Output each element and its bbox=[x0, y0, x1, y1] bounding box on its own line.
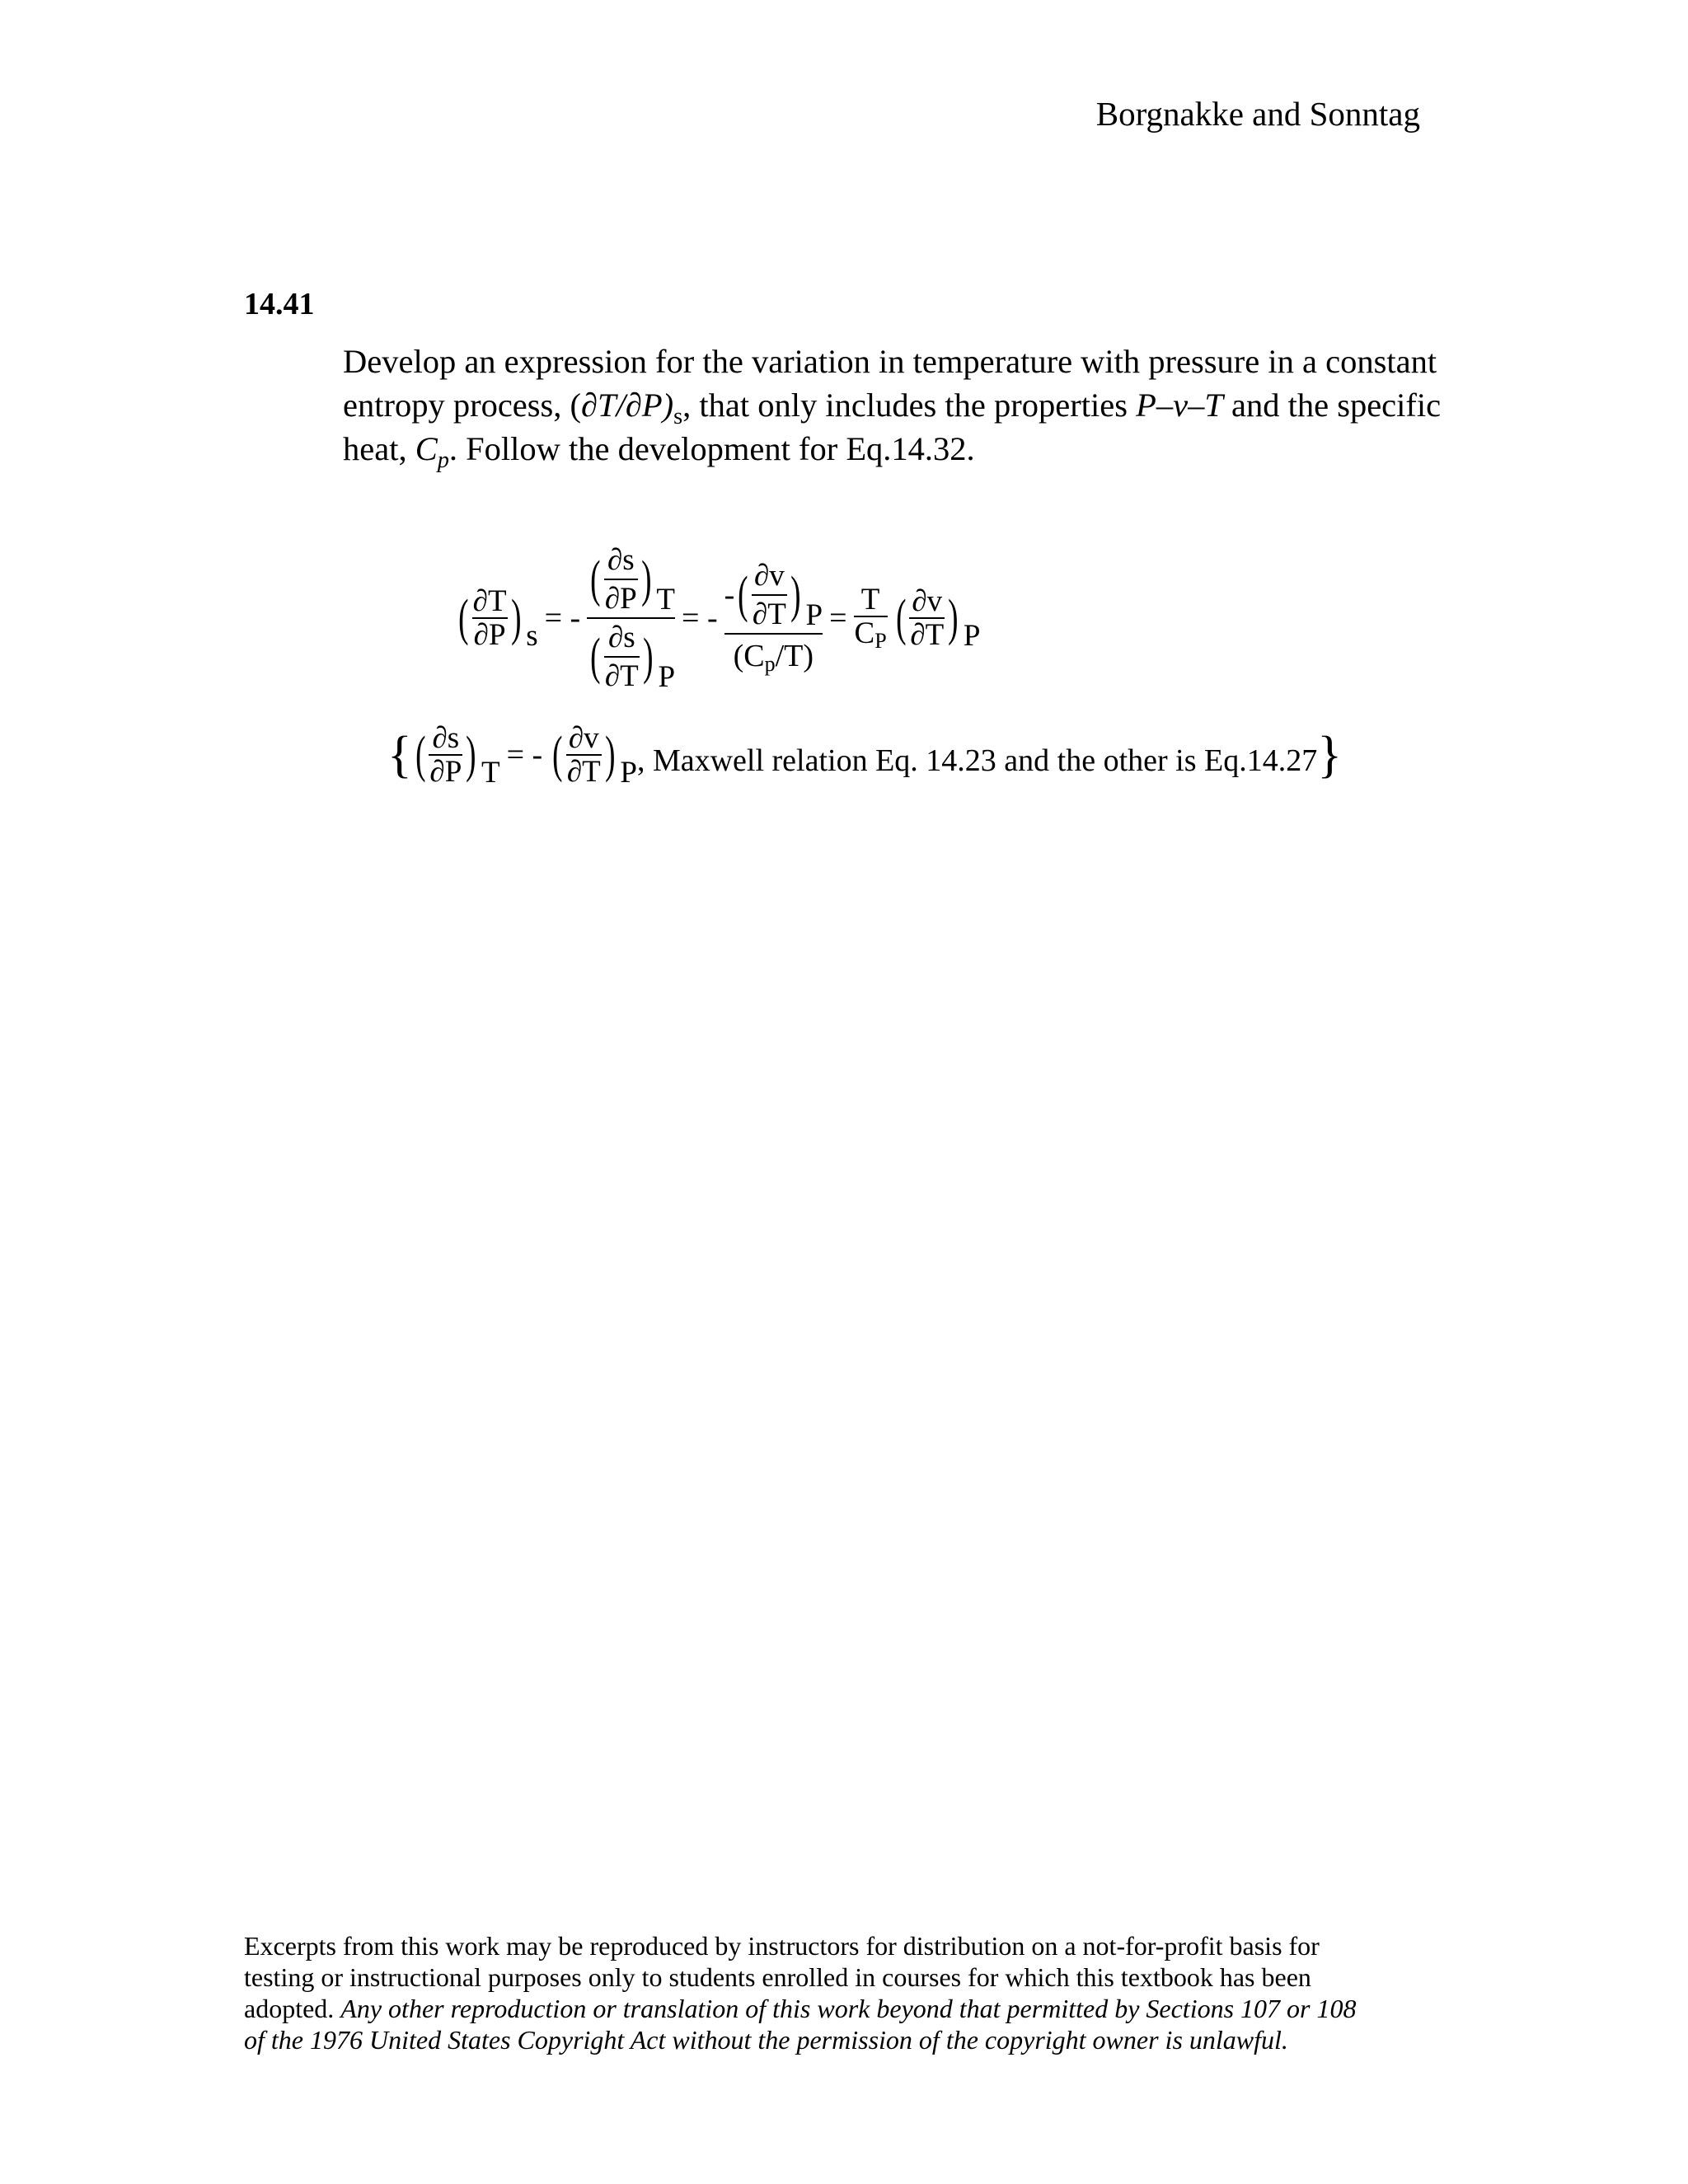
maxwell-relation-text: , Maxwell relation Eq. 14.23 and the other is Eq.14.27 bbox=[636, 743, 1318, 778]
page-header-authors: Borgnakke and Sonntag bbox=[1095, 95, 1420, 133]
lhs-derivative: ( $\frac{\partial T}{\partial P}$ ) s bbox=[458, 584, 538, 653]
statement-line-2: entropy process, $(\partial T/\partial P)_s$, that only includes the properties P–v–T and the specific bbox=[343, 387, 1442, 429]
statement-line-1: Develop an expression for the variation in temperature with pressure in a constant bbox=[343, 343, 1437, 380]
equals-3: = bbox=[829, 601, 847, 635]
problem-number: 14.41 bbox=[244, 287, 315, 321]
rhs-volume-derivative: ( $\frac{\partial v}{\partial T}$ ) P bbox=[895, 584, 981, 653]
statement-line-3: heat, $C_p$. Follow the development for Eq.14.32. bbox=[343, 430, 975, 473]
t-over-cp: $\frac{T}{CP}$ bbox=[854, 583, 887, 653]
equation-maxwell-note: { ( $\frac{\partial s}{\partial P}$ ) T = - ( $\frac{\partial v}{\partial T}$ ) P , Maxwell relation Eq. 14.23 and the other is Eq.14.27 } bbox=[387, 721, 1342, 790]
equals-minus-2: = - bbox=[682, 601, 718, 635]
equation-main bbox=[455, 536, 980, 701]
problem-statement bbox=[343, 340, 1442, 473]
copyright-footer: Excerpts from this work may be reproduced by instructors for distribution on a not-for-profit basis for testing or instructional purposes only to students enrolled in courses for which this textbook has been adopted. Any other reproduction or translation of this work beyond that permitted by Sections 107 or 108 of the 1976 United States Copyright Act without the permission of the copyright owner is unlawful. bbox=[244, 1931, 1357, 2055]
ratio-entropy-derivatives: ( $\frac{\partial s}{\partial P}$ ) T ( $\frac{\partial s}{\partial T}$ ) P bbox=[587, 545, 675, 691]
equals-minus-1: = - bbox=[544, 601, 581, 635]
ratio-volume-derivative-over-cp: - ( $\frac{\partial v}{\partial T}$ ) P (Cp/T) bbox=[724, 558, 823, 676]
